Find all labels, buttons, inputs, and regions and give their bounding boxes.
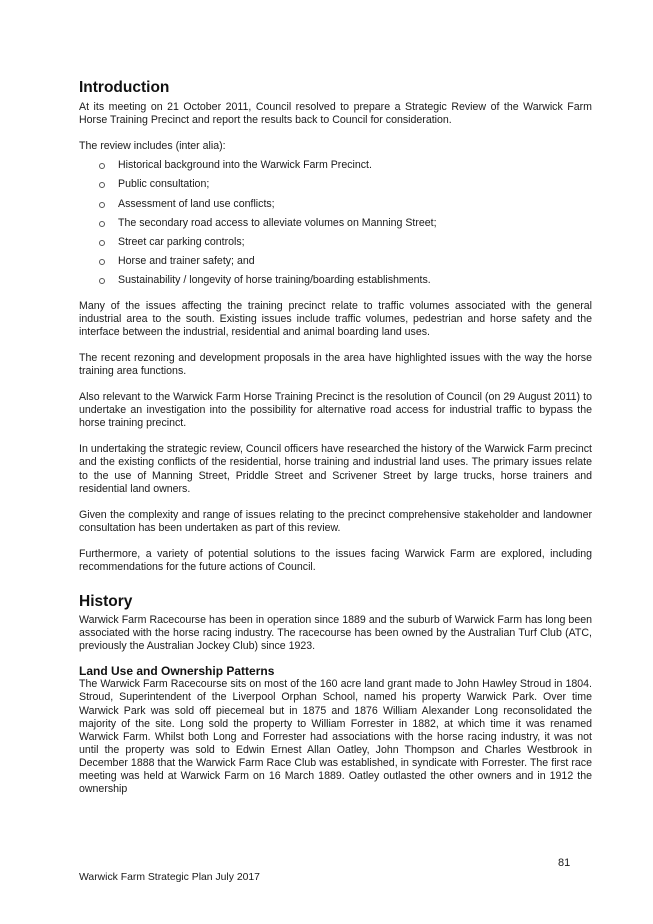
history-paragraph-1: Warwick Farm Racecourse has been in operation since 1889 and the suburb of Warwick Farm has long been associated with the horse racing industry. The racecourse has been owned by the Australian Turf Club (ATC, previously the Australian Jockey Club) since 1923.	[79, 614, 592, 653]
list-item: Historical background into the Warwick Farm Precinct.	[79, 159, 592, 178]
list-item: Sustainability / longevity of horse training/boarding establishments.	[79, 274, 592, 293]
land-use-subheading: Land Use and Ownership Patterns	[79, 664, 275, 679]
introduction-paragraph-3: Many of the issues affecting the training precinct relate to traffic volumes associated with the general industrial area to the south. Existing issues include traffic volumes, pedestrian and horse safety and the interface between the industrial, residential and animal boarding land uses.	[79, 299, 592, 338]
introduction-paragraph-4: The recent rezoning and development proposals in the area have highlighted issues with the way the horse training area functions.	[79, 351, 592, 377]
introduction-heading: Introduction	[79, 79, 170, 96]
history-heading: History	[79, 593, 133, 611]
introduction-paragraph-1: At its meeting on 21 October 2011, Council resolved to prepare a Strategic Review of the Warwick Farm Horse Training Precinct and report the results back to Council for consideration.	[79, 101, 592, 127]
introduction-paragraph-8: Furthermore, a variety of potential solutions to the issues facing Warwick Farm are explored, including recommendations for the future actions of Council.	[79, 547, 592, 573]
bullet-icon	[99, 163, 105, 169]
introduction-paragraph-7: Given the complexity and range of issues relating to the precinct comprehensive stakeholder and landowner consultation has been undertaken as part of this review.	[79, 508, 592, 534]
list-item: Horse and trainer safety; and	[79, 255, 592, 274]
review-items-list	[79, 159, 592, 293]
introduction-paragraph-6: In undertaking the strategic review, Council officers have researched the history of the Warwick Farm precinct and the existing conflicts of the residential, horse training and industrial land uses. The primary issues relate to the use of Manning Street, Priddle Street and Scrivener Street by large trucks, horse trainers and residential land owners.	[79, 443, 592, 495]
introduction-paragraph-5: Also relevant to the Warwick Farm Horse Training Precinct is the resolution of Council (on 29 August 2011) to undertake an investigation into the possibility for alternative road access for industrial traffic to bypass the horse training precinct.	[79, 391, 592, 430]
bullet-icon	[99, 221, 105, 227]
bullet-icon	[99, 278, 105, 284]
bullet-icon	[99, 182, 105, 188]
page-content	[79, 79, 592, 796]
introduction-paragraph-2: The review includes (inter alia):	[79, 140, 226, 153]
history-paragraph-2: The Warwick Farm Racecourse sits on most of the 160 acre land grant made to John Hawley Stroud in 1804. Stroud, Superintendent of the Liverpool Orphan School, named his property Warwick Park. Over time Warwick Park was sold off piecemeal but in 1875 and 1876 William Alexander Long reconsolidated the majority of the site. Long sold the property to William Forrester in 1882, at which time it was renamed Warwick Farm. Whilst both Long and Forrester had associations with the horse racing industry, it was not until the property was sold to Edwin Ernest Allan Oatley, John Thompson and Charles Westbrook in December 1888 that the Warwick Farm Race Club was established, in syndicate with Forrester. The first race meeting was held at Warwick Farm on 16 March 1889. Oatley outlasted the other owners and in 1912 the ownership	[79, 678, 592, 796]
list-item: Public consultation;	[79, 178, 592, 197]
bullet-icon	[99, 259, 105, 265]
list-item: Street car parking controls;	[79, 236, 592, 255]
footer-text: Warwick Farm Strategic Plan July 2017	[79, 872, 260, 883]
list-item: The secondary road access to alleviate volumes on Manning Street;	[79, 217, 592, 236]
page-number: 81	[558, 857, 571, 869]
bullet-icon	[99, 240, 105, 246]
list-item: Assessment of land use conflicts;	[79, 198, 592, 217]
bullet-icon	[99, 202, 105, 208]
